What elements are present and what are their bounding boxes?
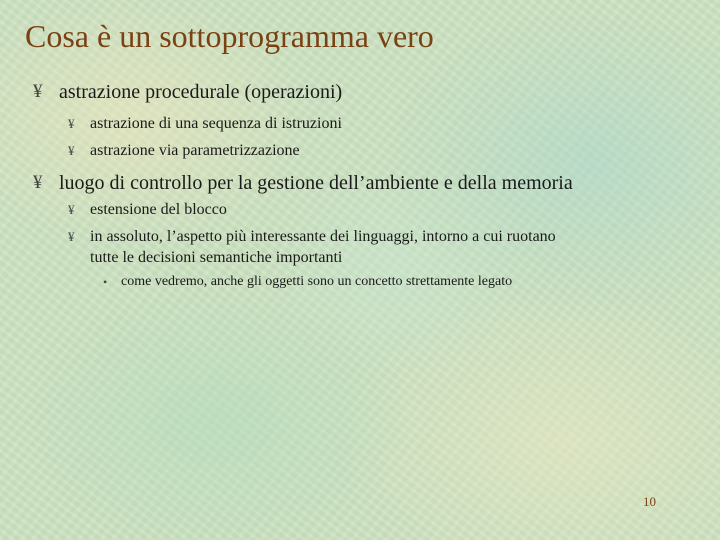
yen-bullet-icon: ¥ [68, 116, 75, 131]
subbullet-block-extension [68, 200, 227, 220]
bullet-text: luogo di controllo per la gestione dell’ambiente e della memoria [59, 172, 573, 194]
subbullet-text: astrazione di una sequenza di istruzioni [90, 115, 342, 132]
subbullet-text: in assoluto, l’aspetto più interessante dei linguaggi, intorno a cui ruotano [90, 228, 556, 245]
subsubbullet-text: come vedremo, anche gli oggetti sono un concetto strettamente legato [121, 274, 513, 289]
subbullet-most-interesting-continuation [90, 248, 342, 268]
subbullet-text: astrazione via parametrizzazione [90, 142, 300, 159]
subbullet-parametrization [68, 141, 300, 161]
yen-bullet-icon: ¥ [68, 229, 75, 244]
subsubbullet-objects [103, 273, 513, 291]
subbullet-text: tutte le decisioni semantiche importanti [90, 249, 343, 266]
subbullet-most-interesting [68, 227, 556, 247]
slide-title: Cosa è un sottoprogramma vero [25, 18, 434, 54]
bullet-procedural-abstraction [33, 80, 343, 104]
yen-bullet-icon: ¥ [68, 143, 75, 158]
yen-bullet-icon: ¥ [33, 81, 43, 102]
yen-bullet-icon: ¥ [68, 202, 75, 217]
dot-bullet-icon: • [103, 275, 108, 289]
yen-bullet-icon: ¥ [33, 172, 43, 193]
bullet-control-place [33, 171, 573, 195]
subbullet-text: estensione del blocco [90, 201, 227, 218]
bullet-text: astrazione procedurale (operazioni) [59, 81, 343, 103]
page-number: 10 [643, 494, 656, 509]
subbullet-sequence-abstraction [68, 114, 342, 134]
